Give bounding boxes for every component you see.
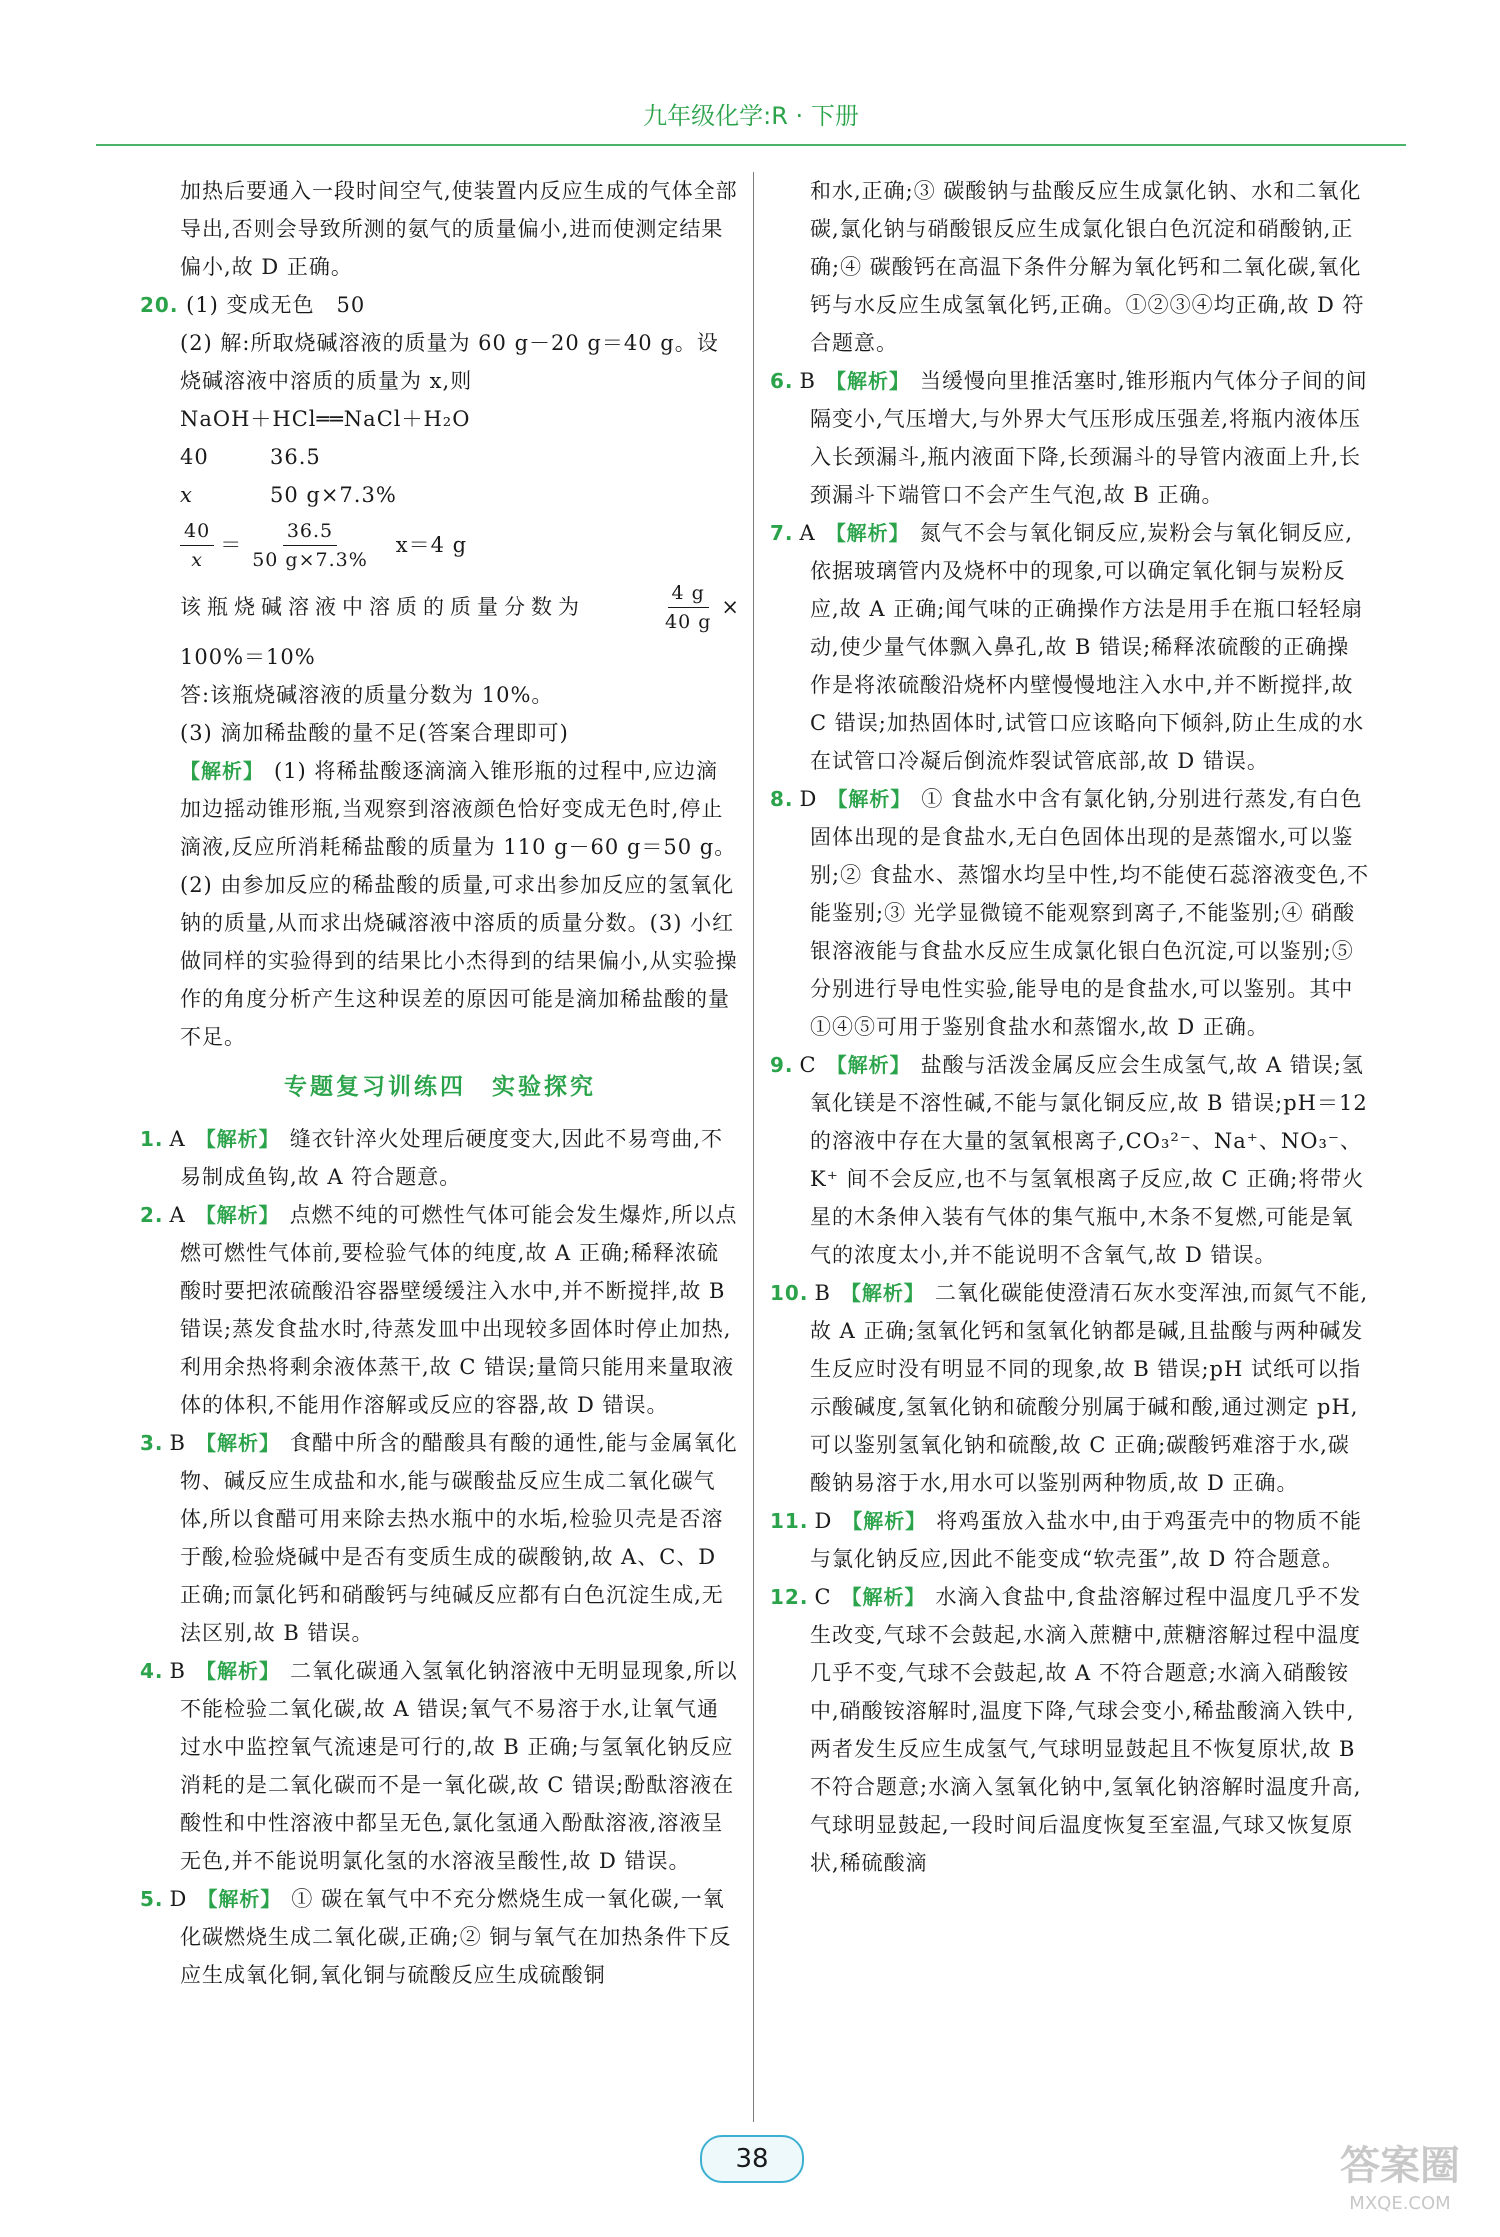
answer-item <box>770 1502 1370 1578</box>
q20-part3: (3) 滴加稀盐酸的量不足(答案合理即可) <box>180 721 569 745</box>
page-header <box>96 96 1406 146</box>
question-number: 4. <box>140 1659 164 1683</box>
fraction: $\frac{40}{x}$ <box>180 517 214 574</box>
header-rule <box>96 144 1406 146</box>
answer-item <box>140 1120 740 1196</box>
header-title: 九年级化学:R · 下册 <box>643 102 859 130</box>
answer-item <box>140 1424 740 1652</box>
analysis-text: 水滴入食盐中,食盐溶解过程中温度几乎不发生改变,气球不会鼓起,水滴入蔗糖中,蔗糖溶解过程中温度几乎不变,气球不会鼓起,故 A 不符合题意;水滴入硝酸铵中,硝酸铵溶解时,温度下降,气球会变小,稀盐酸滴入铁中,两者发生反应生成氢气,气球明显鼓起且不恢复原状,故 B 不符合题意;水滴入氢氧化钠中,氢氧化钠溶解时温度升高,气球明显鼓起,一段时间后温度恢复至室温,气球又恢复原状,稀硫酸滴 <box>810 1585 1362 1875</box>
analysis-tag: 【解析】 <box>841 1585 926 1609</box>
answer-choice: D <box>799 787 818 811</box>
question-number: 2. <box>140 1203 164 1227</box>
answer-item <box>770 1046 1370 1274</box>
question-number: 6. <box>770 369 794 393</box>
analysis-text: 将鸡蛋放入盐水中,由于鸡蛋壳中的物质不能与氯化钠反应,因此不能变成“软壳蛋”,故 D 符合题意。 <box>810 1509 1362 1571</box>
analysis-text: ① 食盐水中含有氯化钠,分别进行蒸发,有白色固体出现的是食盐水,无白色固体出现的是蒸馏水,可以鉴别;② 食盐水、蒸馏水均呈中性,均不能使石蕊溶液变色,不能鉴别;③ 光学显微镜不能观察到离子,不能鉴别;④ 硝酸银溶液能与食盐水反应生成氯化银白色沉淀,可以鉴别;⑤ 分别进行导电性实验,能导电的是食盐水,可以鉴别。其中①④⑤可用于鉴别食盐水和蒸馏水,故 D 正确。 <box>810 787 1370 1039</box>
question-number: 20. <box>140 293 179 317</box>
proportion-result: x＝4 g <box>395 533 468 557</box>
analysis-tag: 【解析】 <box>195 1659 280 1683</box>
mass-fraction-text: 该瓶烧碱溶液中溶质的质量分数为 <box>180 595 585 619</box>
q20-part1-text: (1) 变成无色 50 <box>186 293 366 317</box>
left-answer-list <box>140 1120 740 1994</box>
continued-text: 和水,正确;③ 碳酸钠与盐酸反应生成氯化钠、水和二氧化碳,氯化钠与硝酸银反应生成氯化银白色沉淀和硝酸钠,正确;④ 碳酸钙在高温下条件分解为氧化钙和二氧化碳,氧化钙与水反应生成氢氧化钙,正确。①②③④均正确,故 D 符合题意。 <box>810 179 1365 355</box>
question-number: 1. <box>140 1127 164 1151</box>
analysis-tag: 【解析】 <box>197 1887 282 1911</box>
answer-choice: B <box>814 1281 831 1305</box>
answer-choice: A <box>169 1127 186 1151</box>
fraction: $\frac{36.5}{50 g\times 7.3\%}$ <box>248 517 372 574</box>
continued-text: 加热后要通入一段时间空气,使装置内反应生成的气体全部导出,否则会导致所测的氨气的质量偏小,进而使测定结果偏小,故 D 正确。 <box>180 179 738 279</box>
right-column <box>770 172 1370 1882</box>
answer-choice: D <box>814 1509 833 1533</box>
question-number: 12. <box>770 1585 809 1609</box>
chemical-equation: NaOH＋HCl══NaCl＋H₂O <box>180 407 471 431</box>
answer-choice: B <box>799 369 816 393</box>
analysis-text: ① 碳在氧气中不充分燃烧生成一氧化碳,一氧化碳燃烧生成二氧化碳,正确;② 铜与氧气在加热条件下反应生成氧化铜,氧化铜与硫酸反应生成硫酸铜 <box>180 1887 732 1987</box>
analysis-tag: 【解析】 <box>827 787 912 811</box>
analysis-tag: 【解析】 <box>195 1127 280 1151</box>
ratio-value: 40 <box>180 445 209 469</box>
answer-item <box>140 1196 740 1424</box>
answer-choice: A <box>169 1203 186 1227</box>
ratio-value: 36.5 <box>270 445 321 469</box>
fraction: $\frac{4 g}{40 g}$ <box>661 579 715 636</box>
answer-choice: A <box>799 521 816 545</box>
analysis-text: 食醋中所含的醋酸具有酸的通性,能与金属氧化物、碱反应生成盐和水,能与碳酸盐反应生成二氧化碳气体,所以食醋可用来除去热水瓶中的水垢,检验贝壳是否溶于酸,检验烧碱中是否有变质生成的碳酸钠,故 A、C、D 正确;而氯化钙和硝酸钙与纯碱反应都有白色沉淀生成,无法区别,故 B 错误。 <box>180 1431 738 1645</box>
analysis-text: 盐酸与活泼金属反应会生成氢气,故 A 错误;氢氧化镁是不溶性碱,不能与氯化铜反应,故 B 错误;pH＝12 的溶液中存在大量的氢氧根离子,CO₃²⁻、Na⁺、NO₃⁻、K⁺ 间不会反应,也不与氢氧根离子反应,故 C 正确;将带火星的木条伸入装有气体的集气瓶中,木条不复燃,可能是氧气的浓度太小,并不能说明不含氧气,故 D 错误。 <box>810 1053 1368 1267</box>
answer-item <box>770 780 1370 1046</box>
analysis-text: 当缓慢向里推活塞时,锥形瓶内气体分子间的间隔变小,气压增大,与外界大气压形成压强差,将瓶内液体压入长颈漏斗,瓶内液面下降,长颈漏斗的导管内液面上升,长颈漏斗下端管口不会产生气泡,故 B 正确。 <box>810 369 1368 507</box>
question-number: 10. <box>770 1281 809 1305</box>
analysis-tag: 【解析】 <box>840 1281 925 1305</box>
question-number: 11. <box>770 1509 809 1533</box>
mass-fraction: 该瓶烧碱溶液中溶质的质量分数为 $\frac{4 g}{40 g}$ × <box>140 576 740 638</box>
analysis-tag: 【解析】 <box>195 1203 280 1227</box>
proportion: $\frac{40}{x}$ ＝ $\frac{36.5}{50 g\times 7.3\%}$ x＝4 g <box>140 514 740 576</box>
ratio-row-2 <box>140 476 740 514</box>
answer-choice: D <box>169 1887 188 1911</box>
analysis-tag: 【解析】 <box>826 1053 911 1077</box>
analysis-tag: 【解析】 <box>180 759 264 783</box>
answer-item <box>770 514 1370 780</box>
answer-choice: B <box>169 1659 186 1683</box>
answer-item <box>770 1578 1370 1882</box>
ratio-row-1 <box>140 438 740 476</box>
ratio-value: x <box>180 483 193 507</box>
column-divider <box>753 172 754 2122</box>
analysis-tag: 【解析】 <box>825 369 910 393</box>
question-number: 5. <box>140 1887 164 1911</box>
watermark-logo <box>1320 2140 1480 2230</box>
analysis-tag: 【解析】 <box>842 1509 927 1533</box>
question-number: 9. <box>770 1053 794 1077</box>
answer-line: 答:该瓶烧碱溶液的质量分数为 10%。 <box>180 683 554 707</box>
analysis-tag: 【解析】 <box>825 521 910 545</box>
q20-part2: (2) 解:所取烧碱溶液的质量为 60 g－20 g＝40 g。设烧碱溶液中溶质的质量为 x,则 <box>180 331 719 393</box>
section-title: 专题复习训练四 实验探究 <box>284 1074 596 1100</box>
answer-choice: B <box>169 1431 186 1455</box>
answer-choice: C <box>814 1585 832 1609</box>
analysis: 【解析】 (1) 将稀盐酸逐滴滴入锥形瓶的过程中,应边滴加边摇动锥形瓶,当观察到溶液颜色恰好变成无色时,停止滴液,反应所消耗稀盐酸的质量为 110 g－60 g＝50 g。(2) 由参加反应的稀盐酸的质量,可求出参加反应的氢氧化钠的质量,从而求出烧碱溶液中溶质的质量分数。(3) 小红做同样的实验得到的结果比小杰得到的结果偏小,从实验操作的角度分析产生这种误差的原因可能是滴加稀盐酸的量不足。 <box>180 759 738 1049</box>
analysis-text: 二氧化碳能使澄清石灰水变浑浊,而氮气不能,故 A 正确;氢氧化钙和氢氧化钠都是碱,且盐酸与两种碱发生反应时没有明显不同的现象,故 B 错误;pH 试纸可以指示酸碱度,氢氧化钠和硫酸分别属于碱和酸,通过测定 pH,可以鉴别氢氧化钠和硫酸,故 C 正确;碳酸钙难溶于水,碳酸钠易溶于水,用水可以鉴别两种物质,故 D 正确。 <box>810 1281 1369 1495</box>
answer-item <box>770 362 1370 514</box>
question-number: 7. <box>770 521 794 545</box>
question-number: 8. <box>770 787 794 811</box>
question-20 <box>140 286 740 1056</box>
analysis-text: 氮气不会与氧化铜反应,炭粉会与氧化铜反应,依据玻璃管内及烧杯中的现象,可以确定氧化铜与炭粉反应,故 A 正确;闻气味的正确操作方法是用手在瓶口轻轻扇动,使少量气体飘入鼻孔,故 B 错误;稀释浓硫酸的正确操作是将浓硫酸沿烧杯内壁慢慢地注入水中,并不断搅拌,故 C 错误;加热固体时,试管口应该略向下倾斜,防止生成的水在试管口冷凝后倒流炸裂试管底部,故 D 错误。 <box>810 521 1365 773</box>
answer-item <box>140 1652 740 1880</box>
right-answer-list <box>770 362 1370 1882</box>
question-number: 3. <box>140 1431 164 1455</box>
analysis-text: 二氧化碳通入氢氧化钠溶液中无明显现象,所以不能检验二氧化碳,故 A 错误;氧气不易溶于水,让氧气通过水中监控氧气流速是可行的,故 B 正确;与氢氧化钠反应消耗的是二氧化碳而不是一氧化碳,故 C 错误;酚酞溶液在酸性和中性溶液中都呈无色,氯化氢通入酚酞溶液,溶液呈无色,并不能说明氯化氢的水溶液呈酸性,故 D 错误。 <box>180 1659 738 1873</box>
analysis-tag: 【解析】 <box>195 1431 280 1455</box>
answer-choice: C <box>799 1053 817 1077</box>
left-column <box>140 172 740 1994</box>
mass-fraction-result: 100%＝10% <box>180 645 316 669</box>
answer-item <box>770 1274 1370 1502</box>
analysis-text: 缝衣针淬火处理后硬度变大,因此不易弯曲,不易制成鱼钩,故 A 符合题意。 <box>180 1127 724 1189</box>
q20-part1 <box>140 286 740 324</box>
watermark-text: 答案圈 <box>1340 2143 1460 2189</box>
page-number: 38 <box>700 2135 804 2183</box>
analysis-text: 点燃不纯的可燃性气体可能会发生爆炸,所以点燃可燃性气体前,要检验气体的纯度,故 A 正确;稀释浓硫酸时要把浓硫酸沿容器壁缓缓注入水中,并不断搅拌,故 B 错误;蒸发食盐水时,待蒸发皿中出现较多固体时停止加热,利用余热将剩余液体蒸干,故 C 错误;量筒只能用来量取液体的体积,不能用作溶解或反应的容器,故 D 错误。 <box>180 1203 738 1417</box>
ratio-value: 50 g×7.3% <box>270 483 397 507</box>
watermark-url: MXQE.COM <box>1349 2193 1451 2214</box>
answer-item <box>140 1880 740 1994</box>
